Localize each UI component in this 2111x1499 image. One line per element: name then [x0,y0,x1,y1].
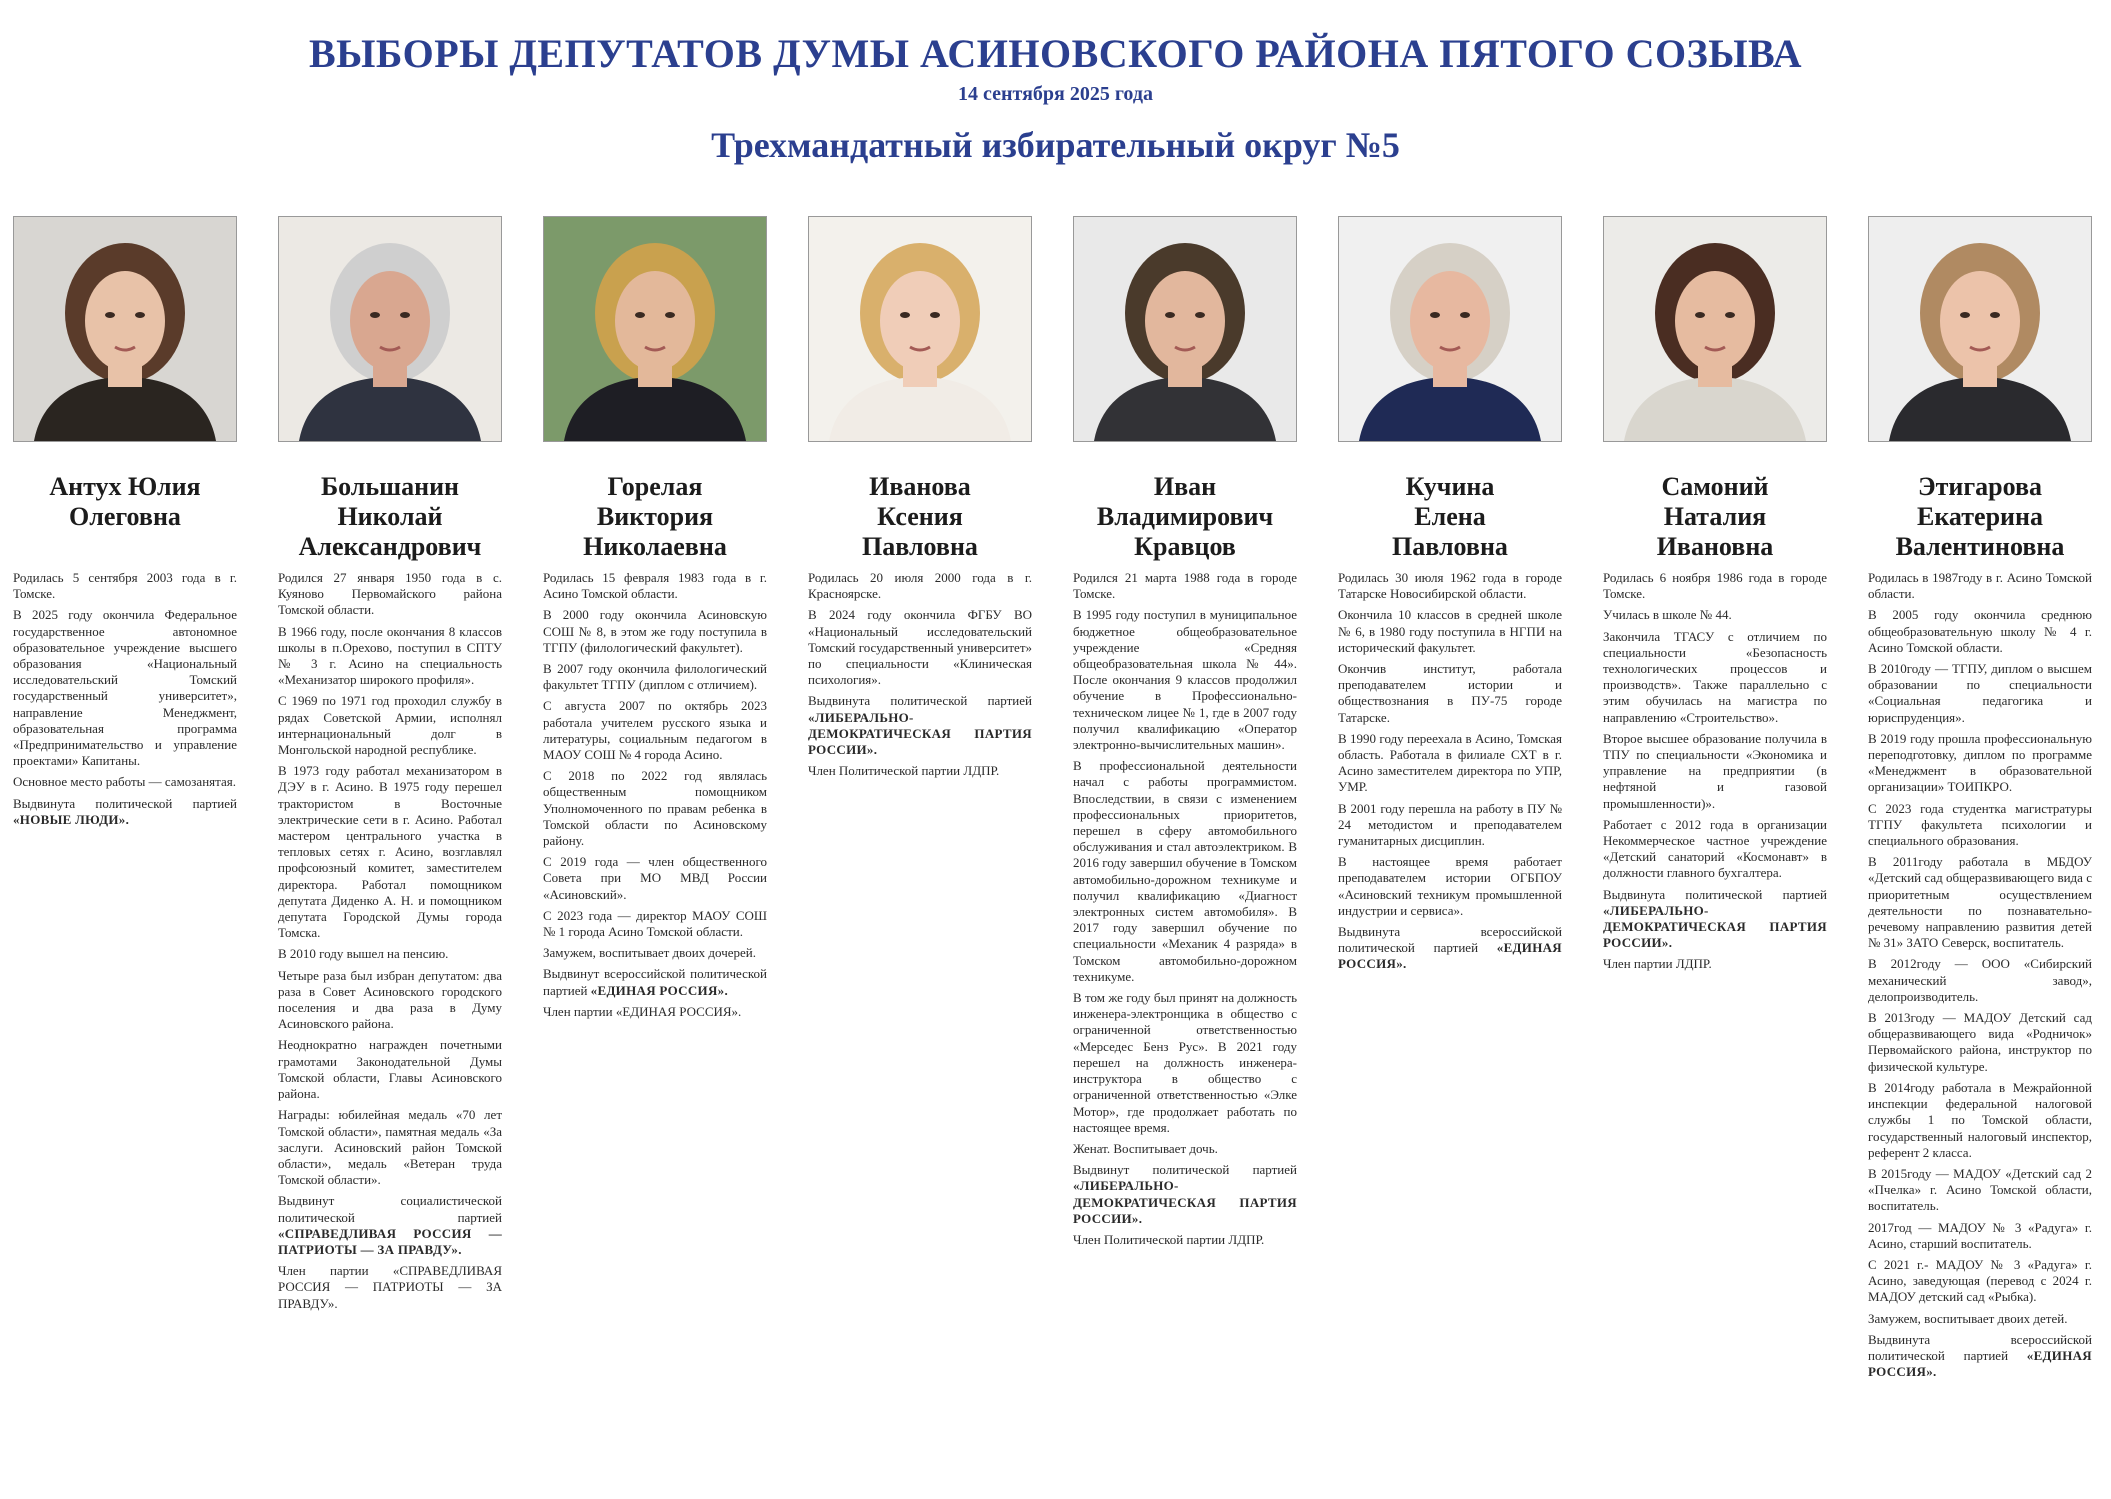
candidate-photo [808,216,1032,442]
candidate-name [1338,472,1562,564]
nomination-text: Выдвинут социалистической политической партией [278,1193,502,1225]
nomination-text: Выдвинута политической партией [808,693,1032,709]
party-name: «ЛИБЕРАЛЬНО-ДЕМОКРАТИЧЕСКАЯ ПАРТИЯ РОССИИ». [1603,902,1827,951]
bio-paragraph: Родилась 6 ноября 1986 года в городе Томске. [1603,570,1827,602]
candidate-photo [278,216,502,442]
bio-paragraph: Родилась 20 июля 2000 года в г. Красноярске. [808,570,1032,602]
bio-paragraph: Женат. Воспитывает дочь. [1073,1140,1218,1156]
candidate-name-line: Этигарова [1917,472,2043,501]
bio-paragraph: В 1990 году переехала в Асино, Томская область. Работала в филиале СХТ в г. Асино заместителем директора по УПР, УМР. [1338,730,1562,795]
nomination [13,796,237,828]
candidates-grid [13,216,2092,1385]
bio-paragraph: Родилась 15 февраля 1983 года в г. Асино Томской области. [543,570,767,602]
nomination [1073,1162,1297,1227]
bio-paragraph: Окончила 10 классов в средней школе № 6, в 1980 году поступила в НГПИ на исторический факультет. [1338,607,1562,655]
candidate-name [1073,472,1297,564]
nomination [1868,1332,2092,1381]
nomination-text: Выдвинута политической партией [1603,886,1827,902]
nomination-text: Выдвинута политической партией [13,795,237,811]
candidate-name [1868,472,2092,564]
candidate-card [13,216,237,1385]
party-name: «ЛИБЕРАЛЬНО-ДЕМОКРАТИЧЕСКАЯ ПАРТИЯ РОССИИ». [808,709,1032,758]
nomination-text: Выдвинут всероссийской политической партией [543,966,767,998]
candidate-name-line: Ксения [877,502,963,531]
candidate-bio [278,570,502,1312]
bio-paragraph: Замужем, воспитывает двоих детей. [1868,1310,2068,1326]
candidate-card [1073,216,1297,1385]
candidate-name-line: Владимирович [1096,502,1274,531]
candidate-name [278,472,502,564]
bio-paragraph: С 2018 по 2022 год являлась общественным помощником Уполномоченного по правам ребенка в Томской области по Асиновскому району. [543,768,767,849]
nomination-text: Выдвинута всероссийской политической партией [1338,924,1562,956]
bio-paragraph: Неоднократно награжден почетными грамотами Законодательной Думы Томской области, Главы Асиновского района. [278,1037,502,1102]
election-date: 14 сентября 2025 года [958,83,1153,105]
bio-paragraph: В 1966 году, после окончания 8 классов школы в п.Орехово, поступил в СПТУ № 3 г. Асино на специальность «Механизатор широкого профиля». [278,623,502,688]
bio-paragraph: В 2010году — ТГПУ, диплом о высшем образовании по специальности «Социальная педагогика и юриспруденция». [1868,661,2092,725]
bio-paragraph: С 2019 года — член общественного Совета при МО МВД России «Асиновский». [543,854,767,902]
party-name: «ЕДИНАЯ РОССИЯ». [1868,1347,2092,1380]
bio-paragraph: Четыре раза был избран депутатом: два раза в Совет Асиновского городского поселения и два раза в Думу Асиновского района. [278,967,502,1032]
candidate-name-line: Ивановна [1656,532,1774,561]
candidate-name-line: Горелая [607,472,703,501]
party-name: «ЕДИНАЯ РОССИЯ». [590,982,728,998]
candidate-name-line: Николай [337,502,443,531]
party-membership: Член партии «ЕДИНАЯ РОССИЯ». [543,1003,742,1019]
candidate-name-line: Самоний [1661,472,1769,501]
nomination-text: Выдвинута всероссийской политической партией [1868,1331,2092,1363]
bio-paragraph: В 2024 году окончила ФГБУ ВО «Национальный исследовательский Томский государственный университет» по специальности «Клиническая психология». [808,607,1032,688]
candidate-name-line: Наталия [1663,502,1767,531]
bio-paragraph: С августа 2007 по октябрь 2023 работала учителем русского языка и литературы, социальным педагогом в МАОУ СОШ № 4 города Асино. [543,698,767,763]
candidate-name-line: Павловна [862,532,978,561]
bio-paragraph: 2017год — МАДОУ № 3 «Радуга» г. Асино, старший воспитатель. [1868,1219,2092,1251]
bio-paragraph: В 2025 году окончила Федеральное государственное автономное образовательное учреждение высшего образования «Национальный исследовательский Томский государственный университет», направление Менеджмент, образовательная программа «Предпринимательство и управление проектами» Капитаны. [13,607,237,769]
bio-paragraph: Родилась в 1987году в г. Асино Томской области. [1868,570,2092,602]
bio-paragraph: Родилась 30 июля 1962 года в городе Татарске Новосибирской области. [1338,570,1562,602]
bio-paragraph: Основное место работы — самозанятая. [13,774,236,790]
bio-paragraph: В 2012году — ООО «Сибирский механический завод», делопроизводитель. [1868,956,2092,1004]
bio-paragraph: В 2010 году вышел на пенсию. [278,946,449,962]
candidate-name [1603,472,1827,564]
bio-paragraph: В профессиональной деятельности начал с работы программистом. Впоследствии, в связи с изменением профессиональных приоритетов, перешел в сферу автомобильного обслуживания и стал автоэлектриком. В 2016 году завершил обучение в Томском автомобильно-дорожном техникуме и получил квалификацию «Диагност электронных систем автомобиля». В 2017 году завершил обучение по специальности «Механик 4 разряда» в Томском автомобильно-дорожном техникуме. [1073,758,1297,984]
candidate-card [1338,216,1562,1385]
bio-paragraph: Замужем, воспитывает двоих дочерей. [543,945,756,961]
party-membership: Член партии ЛДПР. [1603,956,1712,972]
candidate-name-line: Александрович [298,532,482,561]
candidate-name-line: Елена [1414,502,1486,531]
bio-paragraph: В 2001 году перешла на работу в ПУ № 24 методистом и преподавателем гуманитарных дисциплин. [1338,800,1562,849]
bio-paragraph: В 1995 году поступил в муниципальное бюджетное общеобразовательное учреждение «Средняя общеобразовательная школа № 44». После окончания 9 классов продолжил обучение в Профессионально-техническом лицее № 1, где в 2007 году получил квалификацию «Оператор электронно-вычислительных машин». [1073,607,1297,753]
candidate-name-line: Кравцов [1134,532,1236,561]
district-title: Трехмандатный избирательный округ №5 [711,125,1400,165]
page-title: ВЫБОРЫ ДЕПУТАТОВ ДУМЫ АСИНОВСКОГО РАЙОНА ПЯТОГО СОЗЫВА [308,31,1803,76]
bio-paragraph: Второе высшее образование получила в ТПУ по специальности «Экономика и управление на предприятии (в нефтяной и газовой промышленности)». [1603,730,1827,811]
party-name: «ЕДИНАЯ РОССИЯ». [1338,940,1562,972]
bio-paragraph: Награды: юбилейная медаль «70 лет Томской области», памятная медаль «За заслуги. Асиновский район Томской области», медаль «Ветеран труда Томской области». [278,1107,502,1188]
candidate-name-line: Виктория [596,502,714,531]
candidate-name-line: Иван [1153,472,1217,501]
candidate-name [13,472,237,564]
bio-paragraph: С 2023 года — директор МАОУ СОШ № 1 города Асино Томской области. [543,907,767,940]
bio-paragraph: Работает с 2012 года в организации Некоммерческое частное учреждение «Детский санаторий «Космонавт» в должности главного бухгалтера. [1603,816,1827,881]
candidate-bio [1073,570,1297,1248]
page-header [0,0,2111,166]
nomination [1603,887,1827,952]
bio-paragraph: Закончила ТГАСУ с отличием по специальности «Безопасность технологических процессов и производств». Также параллельно с этим обучилась на магистра по направлению «Строительство». [1603,628,1827,725]
party-name: «НОВЫЕ ЛЮДИ». [13,811,130,827]
bio-paragraph: В 2011году работала в МБДОУ «Детский сад общеразвивающего вида с приоритетным осуществлением деятельности по познавательно-речевому направлению развития детей № 31» ЗАТО Северск, воспитатель. [1868,854,2092,951]
bio-paragraph: В 2015году — МАДОУ «Детский сад 2 «Пчелка» г. Асино Томской области, воспитатель. [1868,1165,2092,1214]
party-membership: Член Политической партии ЛДПР. [808,763,1000,779]
bio-paragraph: В 2014году работала в Межрайонной инспекции федеральной налоговой службы 1 по Томской области, государственный налоговый инспектор, референт 2 класса. [1868,1079,2092,1160]
candidate-photo [13,216,237,442]
bio-paragraph: Родился 27 января 1950 года в с. Куяново Первомайского района Томской области. [278,570,502,618]
bio-paragraph: В 2005 году окончила среднюю общеобразовательную школу № 4 г. Асино Томской области. [1868,607,2092,655]
candidate-card [543,216,767,1385]
candidate-name-line: Иванова [869,472,971,501]
bio-paragraph: В 2007 году окончила филологический факультет ТГПУ (диплом с отличием). [543,661,767,693]
party-membership: Член Политической партии ЛДПР. [1073,1231,1265,1247]
candidate-name [808,472,1032,564]
bio-paragraph: С 2021 г.- МАДОУ № 3 «Радуга» г. Асино, заведующая (перевод с 2024 г. МАДОУ детский сад «Рыбка). [1868,1256,2092,1305]
bio-paragraph: В 1973 году работал механизатором в ДЭУ в г. Асино. В 1975 году перешел трактористом в Восточные электрические сети в г. Асино. Работал мастером центрального участка в тепловых сетях г. Асино, возглавлял профсоюзный комитет, заместителем директора. Работал помощником депутата Диденко А. Н. и помощником депутата Городской Думы города Томска. [278,763,502,941]
candidate-name-line: Екатерина [1917,502,2043,531]
candidate-photo [1338,216,1562,442]
candidate-card [808,216,1032,1385]
candidate-name-line: Олеговна [69,502,181,531]
candidate-bio [1338,570,1562,973]
candidate-photo [1073,216,1297,442]
candidate-bio [1603,570,1827,973]
candidate-name-line: Кучина [1405,472,1495,501]
candidate-card [1603,216,1827,1385]
candidate-name-line: Антух Юлия [49,472,201,501]
nomination [543,966,767,998]
candidate-photo [1868,216,2092,442]
bio-paragraph: В 2000 году окончила Асиновскую СОШ № 8, в этом же году поступила в ТГПУ (филологический факультет). [543,607,767,655]
candidate-name-line: Валентиновна [1895,532,2065,561]
candidate-card [1868,216,2092,1385]
nomination [808,693,1032,758]
party-membership: Член партии «СПРАВЕДЛИВАЯ РОССИЯ — ПАТРИОТЫ — ЗА ПРАВДУ». [278,1263,502,1311]
bio-paragraph: С 1969 по 1971 год проходил службу в рядах Советской Армии, исполнял интернациональный долг в Монгольской народной республике. [278,693,502,758]
candidate-bio [543,570,767,1020]
candidate-bio [1868,570,2092,1380]
party-name: «ЛИБЕРАЛЬНО-ДЕМОКРАТИЧЕСКАЯ ПАРТИЯ РОССИИ». [1073,1178,1297,1226]
nomination [278,1193,502,1258]
party-name: «СПРАВЕДЛИВАЯ РОССИЯ — ПАТРИОТЫ — ЗА ПРАВДУ». [278,1225,502,1257]
candidate-bio [13,570,237,828]
bio-paragraph: В 2019 году прошла профессиональную переподготовку, диплом по программе «Менеджмент в образовательной организации» ТОИПКРО. [1868,730,2092,795]
bio-paragraph: Родилась 5 сентября 2003 года в г. Томске. [13,570,237,602]
candidate-name-line: Павловна [1392,532,1508,561]
candidate-name-line: Николаевна [583,532,727,561]
candidate-name-line: Большанин [320,472,460,501]
nomination [1338,924,1562,973]
bio-paragraph: В том же году был принят на должность инженера-электронщика в общество с ограниченной ответственностью «Мерседес Бенз Рус». В 2021 году перешел на должность инженера-инструктора в общество с ограниченной ответственностью «Элке Мотор», где продолжает работать по настоящее время. [1073,990,1297,1135]
bio-paragraph: Родился 21 марта 1988 года в городе Томске. [1073,570,1297,602]
bio-paragraph: Училась в школе № 44. [1603,607,1732,623]
candidate-bio [808,570,1032,779]
candidate-photo [1603,216,1827,442]
candidate-card [278,216,502,1385]
bio-paragraph: С 2023 года студентка магистратуры ТГПУ факультета психологии и специального образования. [1868,800,2092,849]
nomination-text: Выдвинут политической партией [1073,1162,1297,1178]
bio-paragraph: В настоящее время работает преподавателем истории ОГБПОУ «Асиновский техникум промышленной индустрии и сервиса». [1338,854,1562,918]
candidate-name [543,472,767,564]
bio-paragraph: Окончив институт, работала преподавателем истории и обществознания в ПУ-75 городе Татарске. [1338,661,1562,725]
bio-paragraph: В 2013году — МАДОУ Детский сад общеразвивающего вида «Родничок» Первомайского района, инструктор по физической культуре. [1868,1010,2092,1074]
candidate-photo [543,216,767,442]
